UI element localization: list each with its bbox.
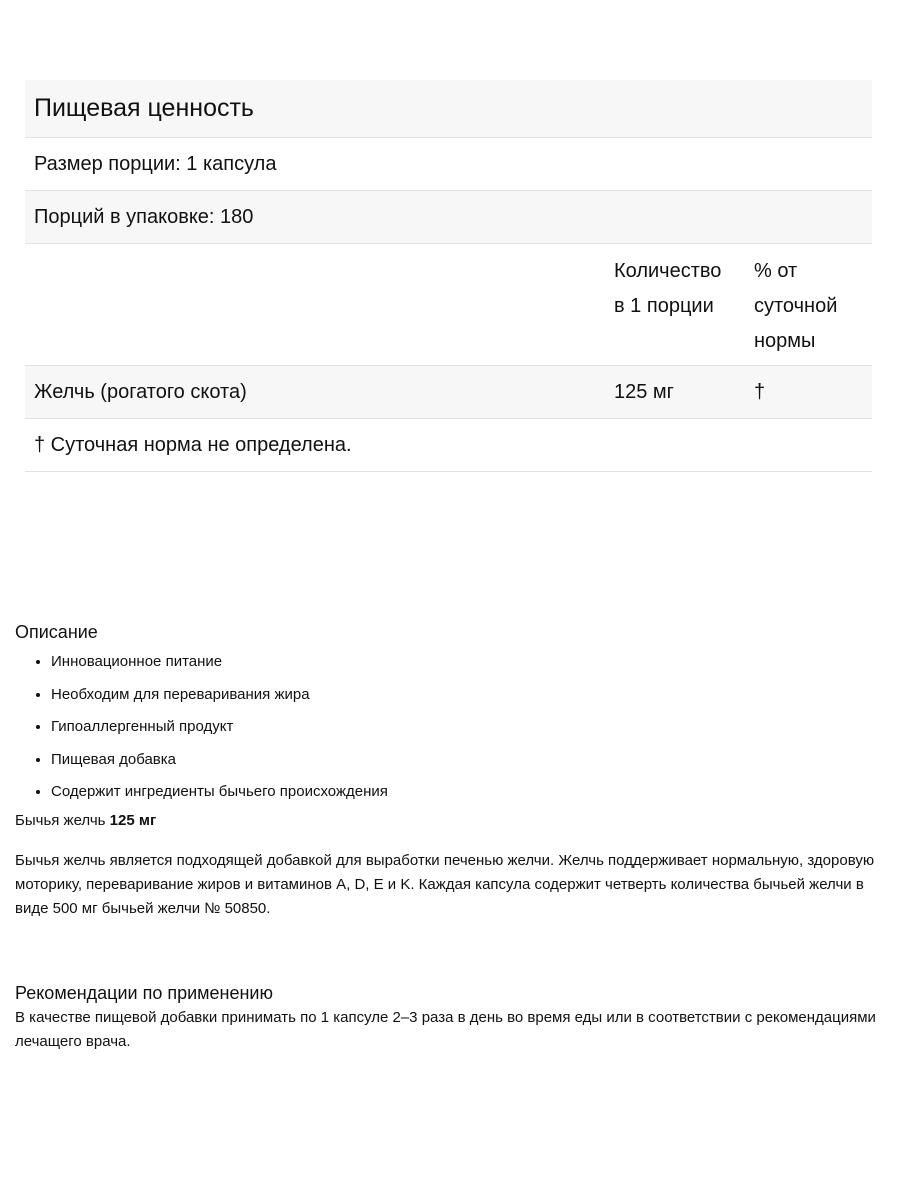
serving-size-row — [25, 138, 872, 191]
usage-heading: Рекомендации по применению — [15, 983, 273, 1003]
description-section — [15, 620, 885, 921]
header-dv-line1: % от — [754, 260, 798, 282]
serving-size: Размер порции: 1 капсула — [34, 152, 277, 175]
header-dv-line3: нормы — [754, 330, 816, 352]
description-paragraph: Бычья желчь является подходящей добавкой для выработки печенью желчи. Желчь поддерживает нормальную, здоровую моторику, переваривание жиров и витаминов A, D, E и K. Каждая капсула содержит четверть количества бычьей желчи в виде 500 мг бычьей желчи № 50850. — [15, 851, 875, 917]
dosage-prefix: Бычья желчь — [15, 811, 106, 829]
ingredient-daily-value: † — [754, 380, 766, 403]
footnote-row — [25, 419, 872, 472]
dosage-amount: 125 мг — [109, 811, 157, 829]
facts-title: Пищевая ценность — [34, 94, 254, 122]
header-amount-line2: в 1 порции — [614, 295, 714, 317]
header-amount-line1: Количество — [614, 260, 722, 282]
ingredient-row — [25, 366, 872, 419]
usage-text: В качестве пищевой добавки принимать по 1 капсуле 2–3 раза в день во время еды или в соответствии с рекомендациями лечащего врача. — [15, 1009, 876, 1050]
dosage-line — [15, 809, 885, 833]
list-item: • Необходим для переваривания жира — [51, 679, 885, 712]
ingredient-name: Желчь (рогатого скота) — [34, 380, 247, 403]
facts-header-row — [25, 244, 872, 366]
list-item: • Пищевая добавка — [51, 744, 885, 777]
header-daily-value — [754, 244, 872, 359]
footnote: † Суточная норма не определена. — [34, 433, 352, 456]
servings-per-container-row — [25, 191, 872, 244]
header-dv-line2: суточной — [754, 295, 838, 317]
servings-per-container: Порций в упаковке: 180 — [34, 205, 254, 228]
usage-section — [15, 980, 885, 1054]
list-item: • Содержит ингредиенты бычьего происхождения — [51, 776, 885, 809]
facts-title-row — [25, 80, 872, 138]
description-heading: Описание — [15, 622, 98, 642]
list-item: • Инновационное питание — [51, 646, 885, 679]
list-item: • Гипоаллергенный продукт — [51, 711, 885, 744]
description-bullets — [15, 646, 885, 809]
nutrition-facts-table — [25, 80, 872, 472]
ingredient-amount: 125 мг — [614, 380, 674, 403]
header-amount — [614, 244, 754, 324]
